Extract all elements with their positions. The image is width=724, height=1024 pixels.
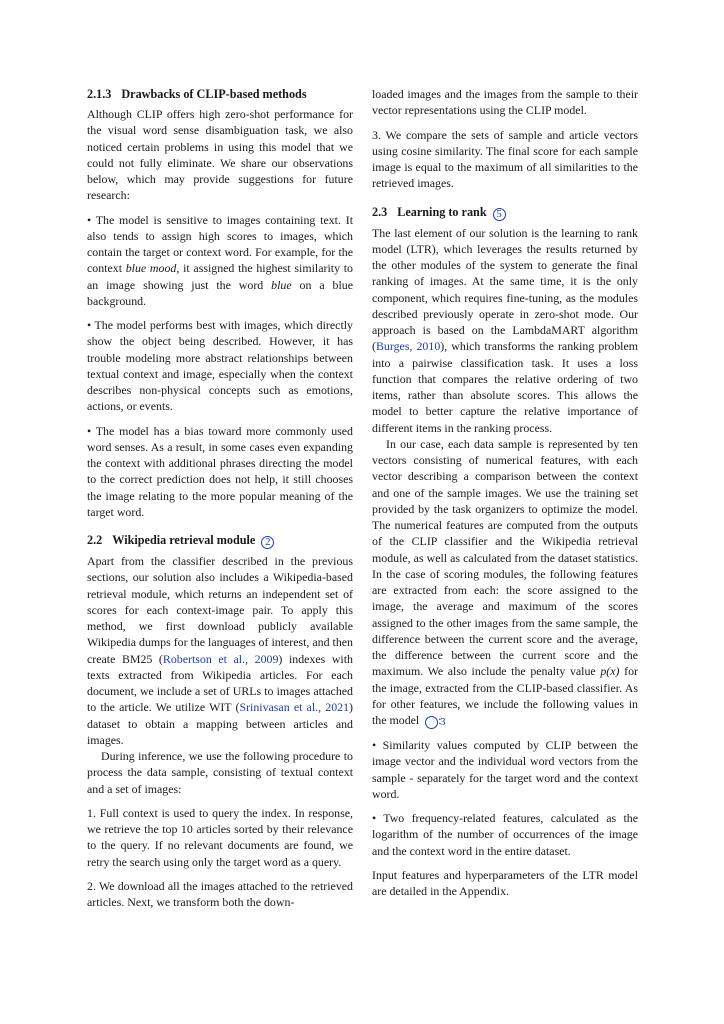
penalty-formula: p(x) — [600, 664, 620, 679]
paragraph-retrieval-intro: Apart from the classifier described in the previous sections, our solution also includes a Wikipedia-based retrieval module, which returns an independent set of scores for each context-image pair. To apply this method, we first download publicly available Wikipedia dumps for the languages of interest, and then create BM25 (Robertson et al., 2009) indexes with texts extracted from Wikipedia articles. For each document, we include a set of URLs to images attached to the article. We utilize WIT (Srinivasan et al., 2021) dataset to obtain a mapping between articles and images. — [87, 554, 353, 747]
paragraph-ltr-intro: The last element of our solution is the learning to rank model (LTR), which leverages the results returned by the other modules of the system to generate the final ranking of images. At the same time, it is the only component, which requires fine-tuning, as the modules described previously operate in zero-shot mode. Our approach is based on the LambdaMART algorithm (Burges, 2010), which transforms the ranking problem into a pairwise classification task. It uses a loss function that compares the relative ordering of two items, rather than absolute scores. This allows the model to better capture the relative importance of different items in the ranking process. — [372, 225, 638, 435]
citation-robertson[interactable]: Robertson et al., 2009 — [162, 651, 279, 666]
module-marker-2: 2 — [261, 536, 274, 549]
paragraph-continuation: loaded images and the images from the sample to their vector representations using the CLIP model. — [372, 87, 638, 118]
citation-burges[interactable]: Burges, 2010 — [375, 339, 441, 354]
bullet-frequency-features: • Two frequency-related features, calculated as the logarithm of the number of occurrences of the image and the context word in the entire dataset. — [372, 811, 638, 858]
paragraph-features: In our case, each data sample is represented by ten vectors consisting of numerical features, with each vector describing a comparison between the context and one of the sample images. We use the training set provided by the task organizers to optimize the model. The numerical features are computed from the outputs of the CLIP classifier and the Wikipedia retrieval module, as well as calculated from the dataset statistics. In the case of scoring modules, the following features are extracted from each: the score assigned to the image, the average and maximum of the scores assigned to the other images from the same sample, the difference between the current score and the average, the difference between the current score and the maximum. We also include the penalty value p(x) for the image, extracted from the CLIP-based classifier. As for other features, we include the following values in the model 3: — [372, 436, 638, 728]
section-title: Wikipedia retrieval module — [112, 533, 256, 547]
section-heading-2-3: 2.3 Learning to rank 5 — [372, 204, 638, 221]
bullet-text-sensitivity: • The model is sensitive to images containing text. It also tends to assign high scores to images, which contain the target or context word. For example, for the context blue mood, it assigned the highest similarity to an image showing just the word blue on a blue background. — [87, 212, 353, 308]
module-marker-5: 5 — [493, 208, 506, 221]
paragraph-inference: During inference, we use the following procedure to process the data sample, consisting of textual context and a set of images: — [87, 749, 353, 796]
step-1: 1. Full context is used to query the index. In response, we retrieve the top 10 articles sorted by their relevance to the query. If no relevant documents are found, we retry the search using only the target word as a query. — [87, 805, 353, 869]
bullet-abstract-relations: • The model performs best with images, which directly show the object being described. However, it has trouble modeling more abstract relationships between textual context and image, especially when the context describes non-physical concepts such as emotions, actions, or events. — [87, 318, 353, 414]
bullet-similarity-values: • Similarity values computed by CLIP between the image vector and the individual word vectors from the sample - separately for the target word and the context word. — [372, 738, 638, 801]
bullet-word-sense-bias: • The model has a bias toward more commonly used word senses. As a result, in some cases even expanding the context with additional phrases directing the model to the correct prediction does not help, it still chooses the image relating to the more popular meaning of the target word. — [87, 423, 353, 519]
section-title: Learning to rank — [397, 204, 487, 219]
section-title: Drawbacks of CLIP-based methods — [121, 87, 307, 101]
module-marker-3: 3 — [425, 716, 438, 729]
section-heading-2-2: 2.2 Wikipedia retrieval module 2 — [87, 532, 353, 549]
step-3: 3. We compare the sets of sample and article vectors using cosine similarity. The final score for each sample image is equal to the maximum of all similarities to the retrieved images. — [372, 127, 638, 191]
paragraph-intro: Although CLIP offers high zero-shot performance for the visual word sense disambiguation task, we also noticed certain problems in using this model that we could not fully eliminate. We share our observations below, which may provide suggestions for future research: — [87, 107, 353, 203]
right-column — [372, 86, 638, 899]
left-column — [87, 86, 353, 910]
section-heading-2-1-3: 2.1.3 Drawbacks of CLIP-based methods — [87, 87, 307, 101]
citation-srinivasan[interactable]: Srinivasan et al., 2021 — [239, 700, 350, 715]
paragraph-appendix-note: Input features and hyperparameters of the LTR model are detailed in the Appendix. — [372, 867, 638, 898]
step-2: 2. We download all the images attached to the retrieved articles. Next, we transform both the down- — [87, 878, 353, 909]
